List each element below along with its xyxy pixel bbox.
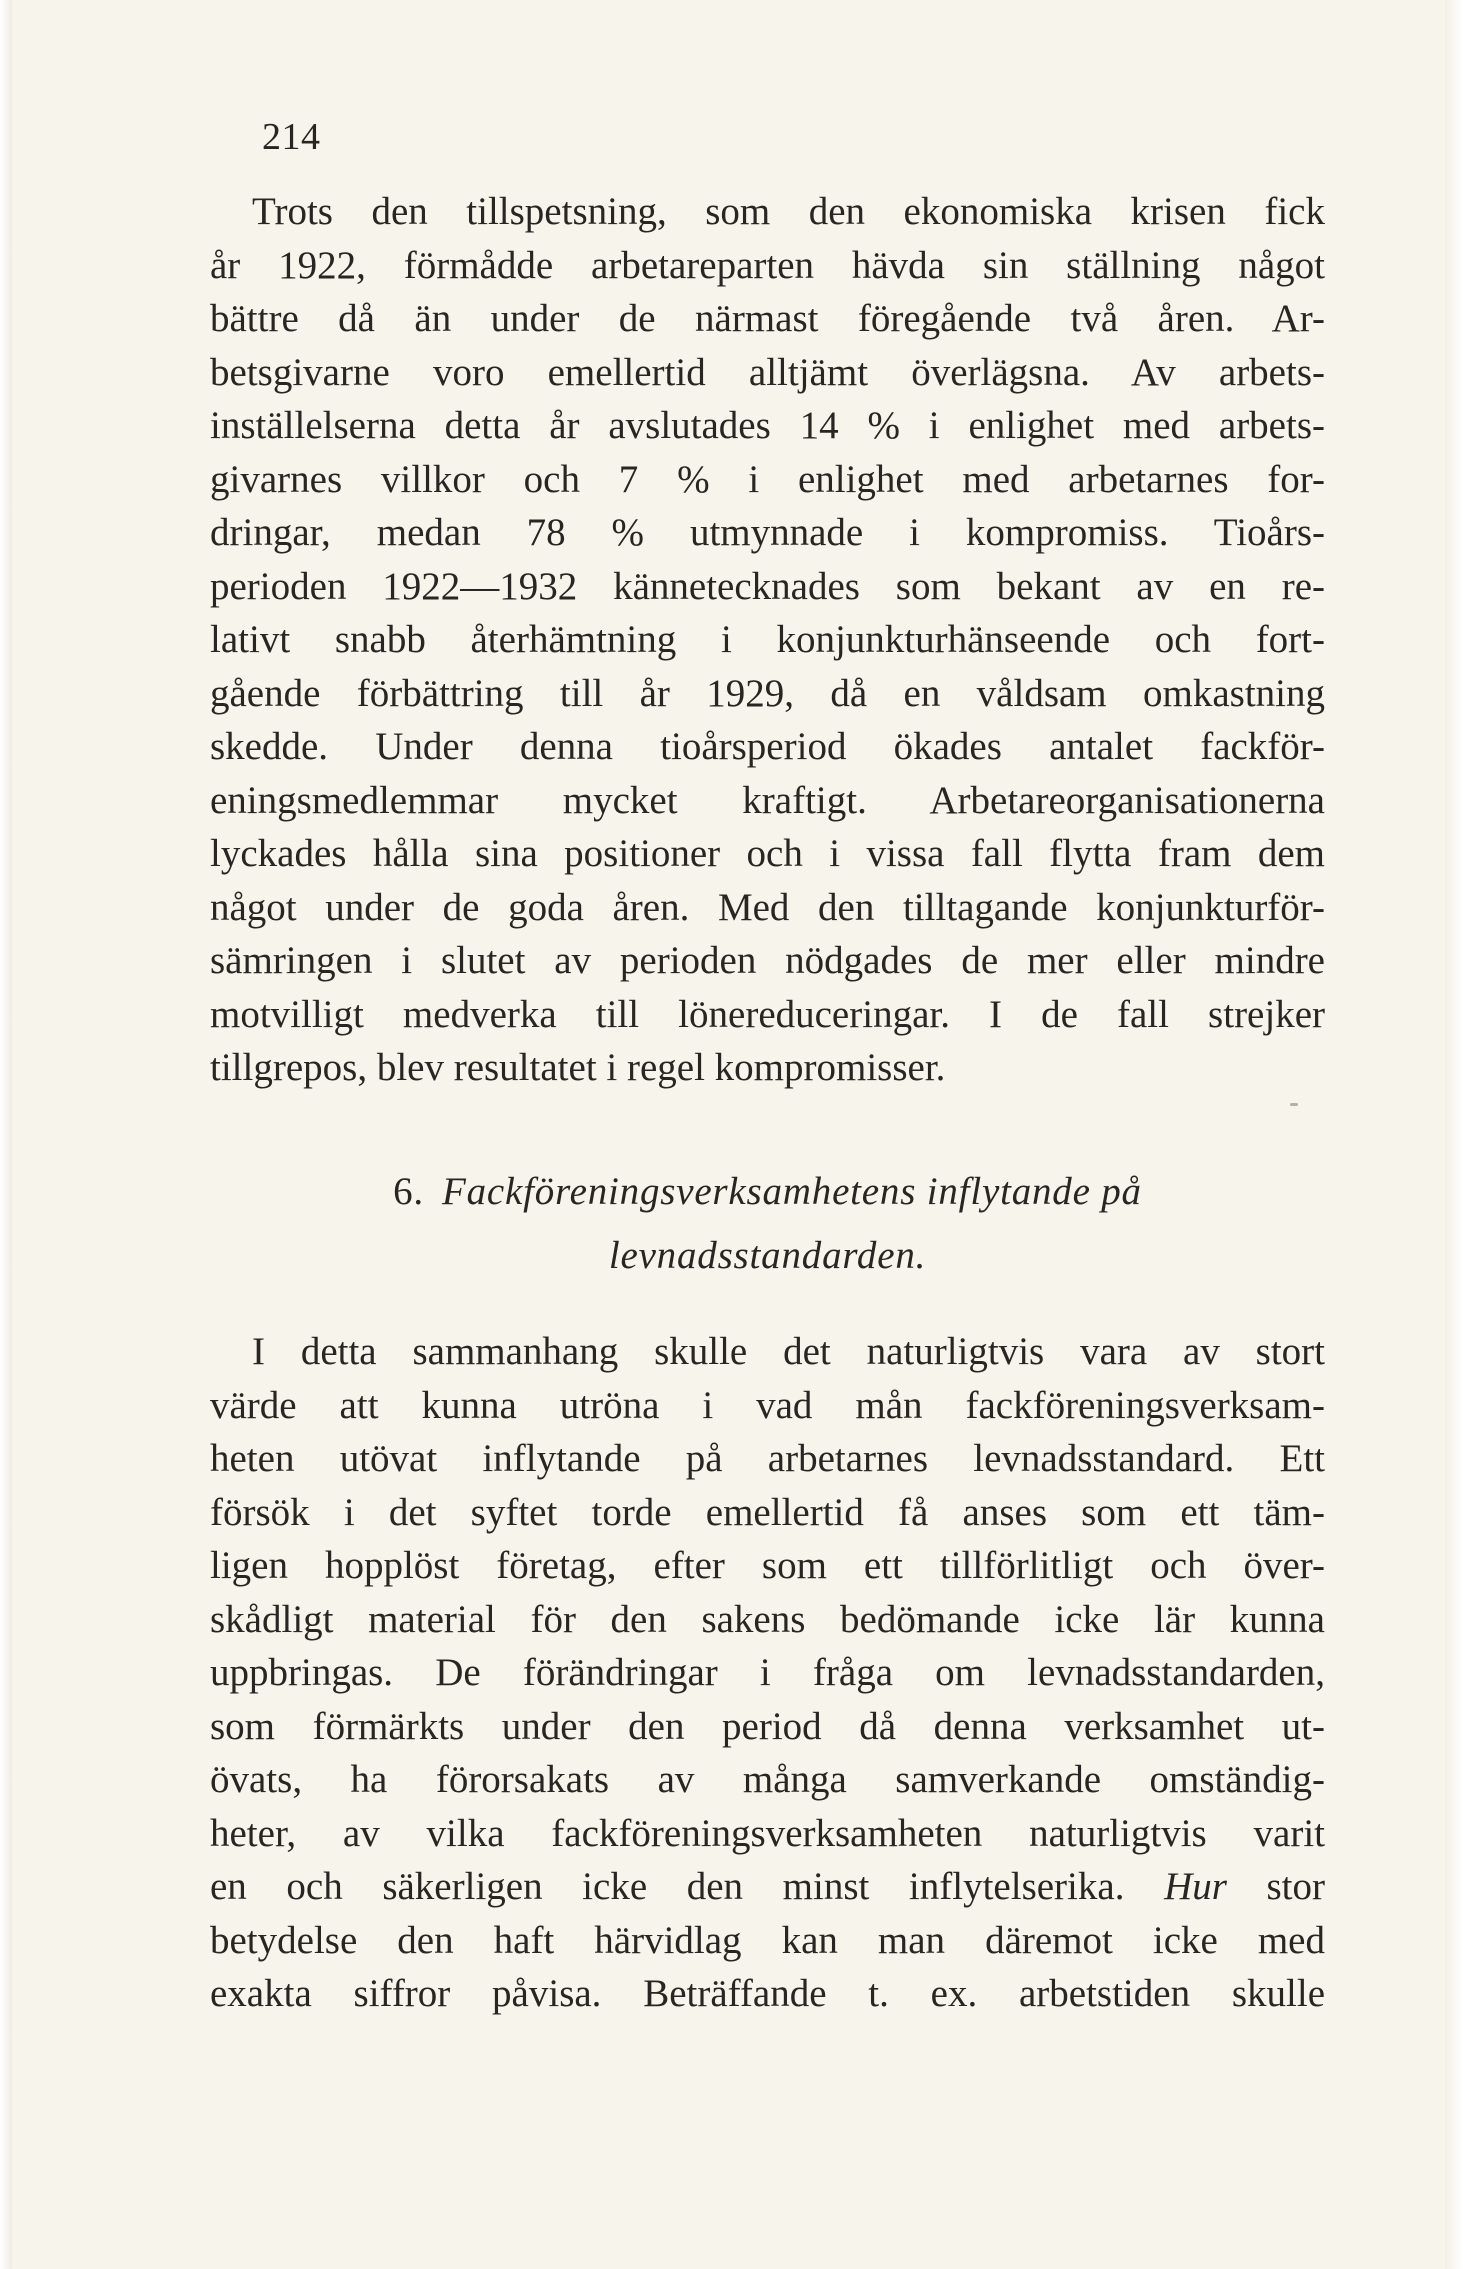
paragraph-1-line: något under de goda åren. Med den tilltagande konjunkturför- <box>210 885 1325 929</box>
paragraph-2-line-with-italic <box>210 1860 1325 1914</box>
paragraph-1-line: eningsmedlemmar mycket kraftigt. Arbetareorganisationerna <box>210 778 1325 822</box>
paragraph-1-line: sämringen i slutet av perioden nödgades de mer eller mindre <box>210 939 1325 982</box>
section-heading-line-1 <box>210 1160 1325 1224</box>
paragraph-2-line: heten utövat inflytande på arbetarnes levnadsstandard. Ett <box>210 1437 1325 1480</box>
page-right-edge <box>1445 0 1463 2269</box>
paragraph-2-line-end: stor <box>1226 1865 1326 1908</box>
paragraph-1-line: motvilligt medverka till lönereduceringar. I de fall strejker <box>210 992 1325 1036</box>
paragraph-1-line: givarnes villkor och 7 % i enlighet med arbetarnes for- <box>210 457 1325 501</box>
paragraph-1-line: gående förbättring till år 1929, då en våldsam omkastning <box>210 671 1325 715</box>
paragraph-2-line: exakta siffror påvisa. Beträffande t. ex. arbetstiden skulle <box>210 1972 1325 2015</box>
paragraph-2-line: som förmärkts under den period då denna verksamhet ut- <box>210 1704 1325 1748</box>
paragraph-2-line: övats, ha förorsakats av många samverkande omständig- <box>210 1758 1325 1801</box>
paragraph-1-line: lyckades hålla sina positioner och i vissa fall flytta fram dem <box>210 832 1325 875</box>
paragraph-1-line: skedde. Under denna tioårsperiod ökades antalet fackför- <box>210 725 1325 768</box>
section-number: 6. <box>393 1170 424 1213</box>
paragraph-1-line: perioden 1922—1932 kännetecknades som bekant av en re- <box>210 564 1325 608</box>
paragraph-2-line: uppbringas. De förändringar i fråga om levnadsstandarden, <box>210 1651 1325 1694</box>
paragraph-1-line: lativt snabb återhämtning i konjunkturhänseende och fort- <box>210 618 1325 661</box>
paragraph-2-line: skådligt material för den sakens bedömande icke lär kunna <box>210 1597 1325 1641</box>
paragraph-1-line: Trots den tillspetsning, som den ekonomiska krisen fick <box>252 190 1325 233</box>
paragraph-1-line: år 1922, förmådde arbetareparten hävda sin ställning något <box>210 243 1325 287</box>
scan-speck <box>1290 1103 1298 1106</box>
paragraph-2-line-start: en och säkerligen icke den minst inflytelserika. <box>210 1865 1125 1908</box>
section-heading <box>210 1160 1325 1288</box>
paragraph-2-line: I detta sammanhang skulle det naturligtvis vara av stort <box>252 1330 1325 1373</box>
paragraph-1-line: inställelserna detta år avslutades 14 % i enlighet med arbets- <box>210 404 1325 447</box>
section-title-part-2: levnadsstandarden. <box>608 1234 927 1277</box>
paragraph-2 <box>210 1325 1325 2021</box>
paragraph-1-line: dringar, medan 78 % utmynnade i kompromiss. Tioårs- <box>210 511 1325 554</box>
italic-word: Hur <box>1164 1865 1227 1908</box>
paragraph-1 <box>210 185 1325 1095</box>
paragraph-2-line: betydelse den haft härvidlag kan man däremot icke med <box>210 1918 1325 1962</box>
page-number: 214 <box>262 116 321 158</box>
paragraph-1-line: betsgivarne voro emellertid alltjämt överlägsna. Av arbets- <box>210 350 1325 394</box>
paragraph-2-line: ligen hopplöst företag, efter som ett tillförlitligt och över- <box>210 1544 1325 1587</box>
page-left-edge <box>0 0 12 2269</box>
paragraph-1-line: tillgrepos, blev resultatet i regel kompromisser. <box>210 1046 946 1089</box>
paragraph-2-line: heter, av vilka fackföreningsverksamheten naturligtvis varit <box>210 1811 1325 1855</box>
paragraph-2-line: försök i det syftet torde emellertid få anses som ett täm- <box>210 1490 1325 1534</box>
paragraph-1-line: bättre då än under de närmast föregående två åren. Ar- <box>210 297 1325 340</box>
paragraph-2-line: värde att kunna utröna i vad mån fackföreningsverksam- <box>210 1383 1325 1427</box>
section-title-part-1: Fackföreningsverksamhetens inflytande på <box>441 1170 1142 1213</box>
